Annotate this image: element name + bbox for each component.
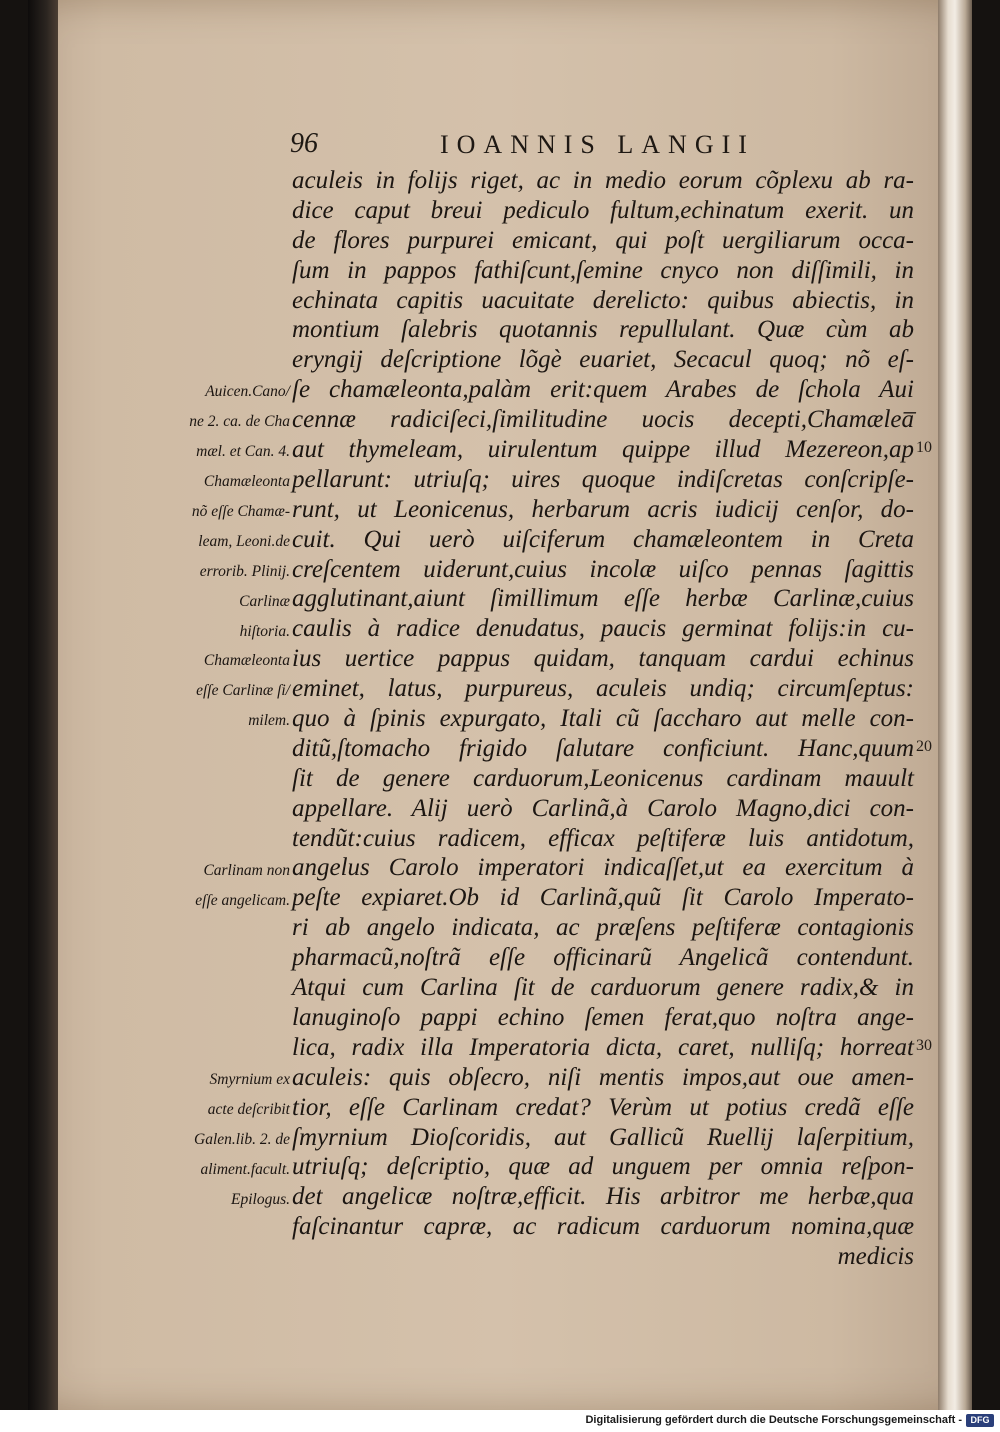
margin-note-line: errorib. Plinij. xyxy=(199,562,290,580)
text-line: agglutinant,aiunt ſimillimum eſſe herbæ Carlinæ,cuius xyxy=(292,585,914,613)
text-line: faſcinantur capræ, ac radicum carduorum nomina,quæ xyxy=(292,1213,914,1241)
book-spine xyxy=(938,0,972,1412)
text-line: aculeis in folijs riget, ac in medio eorum cõplexu ab ra- xyxy=(292,167,914,194)
text-line: utriuſq; deſcriptio, quæ ad unguem per omnia reſpon- xyxy=(292,1153,914,1181)
margin-note-line: milem. xyxy=(248,712,290,730)
text-line: aculeis: quis obſecro, niſi mentis impos,aut oue amen- xyxy=(292,1063,914,1091)
page-number: 96 xyxy=(290,128,318,159)
text-line: Atqui cum Carlina ſit de carduorum genere radix,& in xyxy=(292,974,914,1002)
margin-note-line: Chamæleonta xyxy=(203,652,290,670)
margin-note xyxy=(150,587,290,737)
margin-note-line: Auicen.Cano/ xyxy=(205,383,290,401)
text-line: cuit. Qui uerò uiſciferum chamæleontem in Creta xyxy=(292,525,914,553)
margin-note xyxy=(150,1185,290,1215)
margin-note-line: eſſe Carlinæ ſi/ xyxy=(196,682,290,700)
text-line: pharmacũ,noſtrã eſſe officinarũ Angelicã contendunt. xyxy=(292,944,914,972)
margin-note xyxy=(150,467,290,587)
line-number: 20 xyxy=(916,738,932,756)
text-line: eminet, latus, purpureus, aculeis undiq; circumſeptus: xyxy=(292,675,914,703)
text-line: cennæ radiciſeci,ſimilitudine uocis decepti,Chamælea̅ xyxy=(292,406,914,434)
margin-note-line: nõ eſſe Chamæ- xyxy=(191,502,290,520)
margin-note-line: mæl. et Can. 4. xyxy=(196,443,290,461)
page-header xyxy=(290,128,930,168)
margin-note-line: Carlinam non xyxy=(203,861,290,879)
text-line: montium ſalebris quotannis repullulant. Quæ cùm ab xyxy=(292,316,914,344)
text-line: runt, ut Leonicenus, herbarum acris iudicij cenſor, do- xyxy=(292,495,914,523)
margin-note-line: Chamæleonta xyxy=(203,473,290,490)
text-line: medicis xyxy=(837,1243,914,1271)
running-head: IOANNIS LANGII xyxy=(440,130,755,159)
margin-note-line: acte deſcribit xyxy=(207,1100,290,1118)
digitization-footer xyxy=(0,1410,1000,1432)
margin-note xyxy=(150,856,290,916)
text-line: tendũt:cuius radicem, efficax peſtiferæ luis antidotum, xyxy=(292,824,914,852)
text-line: appellare. Alij uerò Carlinã,à Carolo Magno,dici con- xyxy=(292,794,914,822)
funding-notice: Digitalisierung gefördert durch die Deutsche Forschungsgemeinschaft - xyxy=(585,1414,962,1426)
text-line: ri ab angelo indicata, ac præſens peſtiferæ contagionis xyxy=(292,914,914,942)
line-number: 30 xyxy=(916,1037,932,1055)
margin-note-line: hiſtoria. xyxy=(239,622,290,640)
text-line: ſit de genere carduorum,Leonicenus cardinam mauult xyxy=(292,764,914,792)
margin-note-line: Carlinæ xyxy=(239,592,290,610)
text-line: de flores purpurei emicant, qui poſt uergiliarum occa- xyxy=(292,226,914,254)
text-line: ius uertice pappus quidam, tanquam cardui echinus xyxy=(292,645,914,673)
margin-note-line: Galen.lib. 2. de xyxy=(194,1130,290,1148)
text-line: creſcentem uiderunt,cuius incolæ uiſco pennas ſagittis xyxy=(292,555,914,583)
margin-note-line: Smyrnium ex xyxy=(209,1071,290,1088)
margin-note-line: Epilogus. xyxy=(231,1190,290,1208)
text-line: dice caput breui pediculo fultum,echinatum exerit. un xyxy=(292,196,914,224)
line-number: 10 xyxy=(916,439,932,457)
margin-note-line: leam, Leoni.de xyxy=(198,532,290,550)
margin-note xyxy=(150,377,290,467)
main-text-block xyxy=(292,166,914,1272)
text-line: tior, eſſe Carlinam credat? Verùm ut potius credã eſſe xyxy=(292,1093,914,1121)
text-line: quo à ſpinis expurgato, Itali cũ ſaccharo aut melle con- xyxy=(292,705,914,733)
text-line: ſmyrnium Dioſcoridis, aut Gallicũ Ruellij laſerpitium, xyxy=(292,1123,914,1151)
text-line: ſe chamæleonta,palàm erit:quem Arabes de ſchola Aui xyxy=(292,376,914,404)
text-line: caulis à radice denudatus, paucis germinat folijs:in cu- xyxy=(292,615,914,643)
margin-note-line: eſſe angelicam. xyxy=(195,891,290,909)
margin-note-line: ne 2. ca. de Cha xyxy=(189,413,290,431)
text-line: lica, radix illa Imperatoria dicta, caret, nulliſq; horreat xyxy=(292,1033,914,1061)
dfg-logo: DFG xyxy=(966,1414,994,1427)
text-line: eryngij deſcriptione lõgè euariet, Secacul quoq; nõ eſ- xyxy=(292,346,914,374)
text-line: lanuginoſo pappi echino ſemen ferat,quo noſtra ange- xyxy=(292,1003,914,1031)
text-line: det angelicæ noſtræ,efficit. His arbitror me herbæ,qua xyxy=(292,1183,914,1211)
margin-note xyxy=(150,1065,290,1185)
text-line: angelus Carolo imperatori indicaſſet,ut ea exercitum à xyxy=(292,854,914,882)
margin-note-line: aliment.facult. xyxy=(200,1160,290,1178)
text-line: ſum in pappos fathiſcunt,ſemine cnyco non diſſimili, in xyxy=(292,256,914,284)
text-line: ditũ,ſtomacho frigido ſalutare conficiunt. Hanc,quum xyxy=(292,734,914,762)
text-line: echinata capitis uacuitate derelicto: quibus abiectis, in xyxy=(292,286,914,314)
page-left-edge xyxy=(28,0,58,1412)
text-line: pellarunt: utriuſq; uires quoque indiſcretas conſcripſe- xyxy=(292,465,914,493)
text-line: peſte expiaret.Ob id Carlinã,quũ ſit Carolo Imperato- xyxy=(292,884,914,912)
text-line: aut thymeleam, uirulentum quippe illud Mezereon,ap xyxy=(292,436,914,464)
